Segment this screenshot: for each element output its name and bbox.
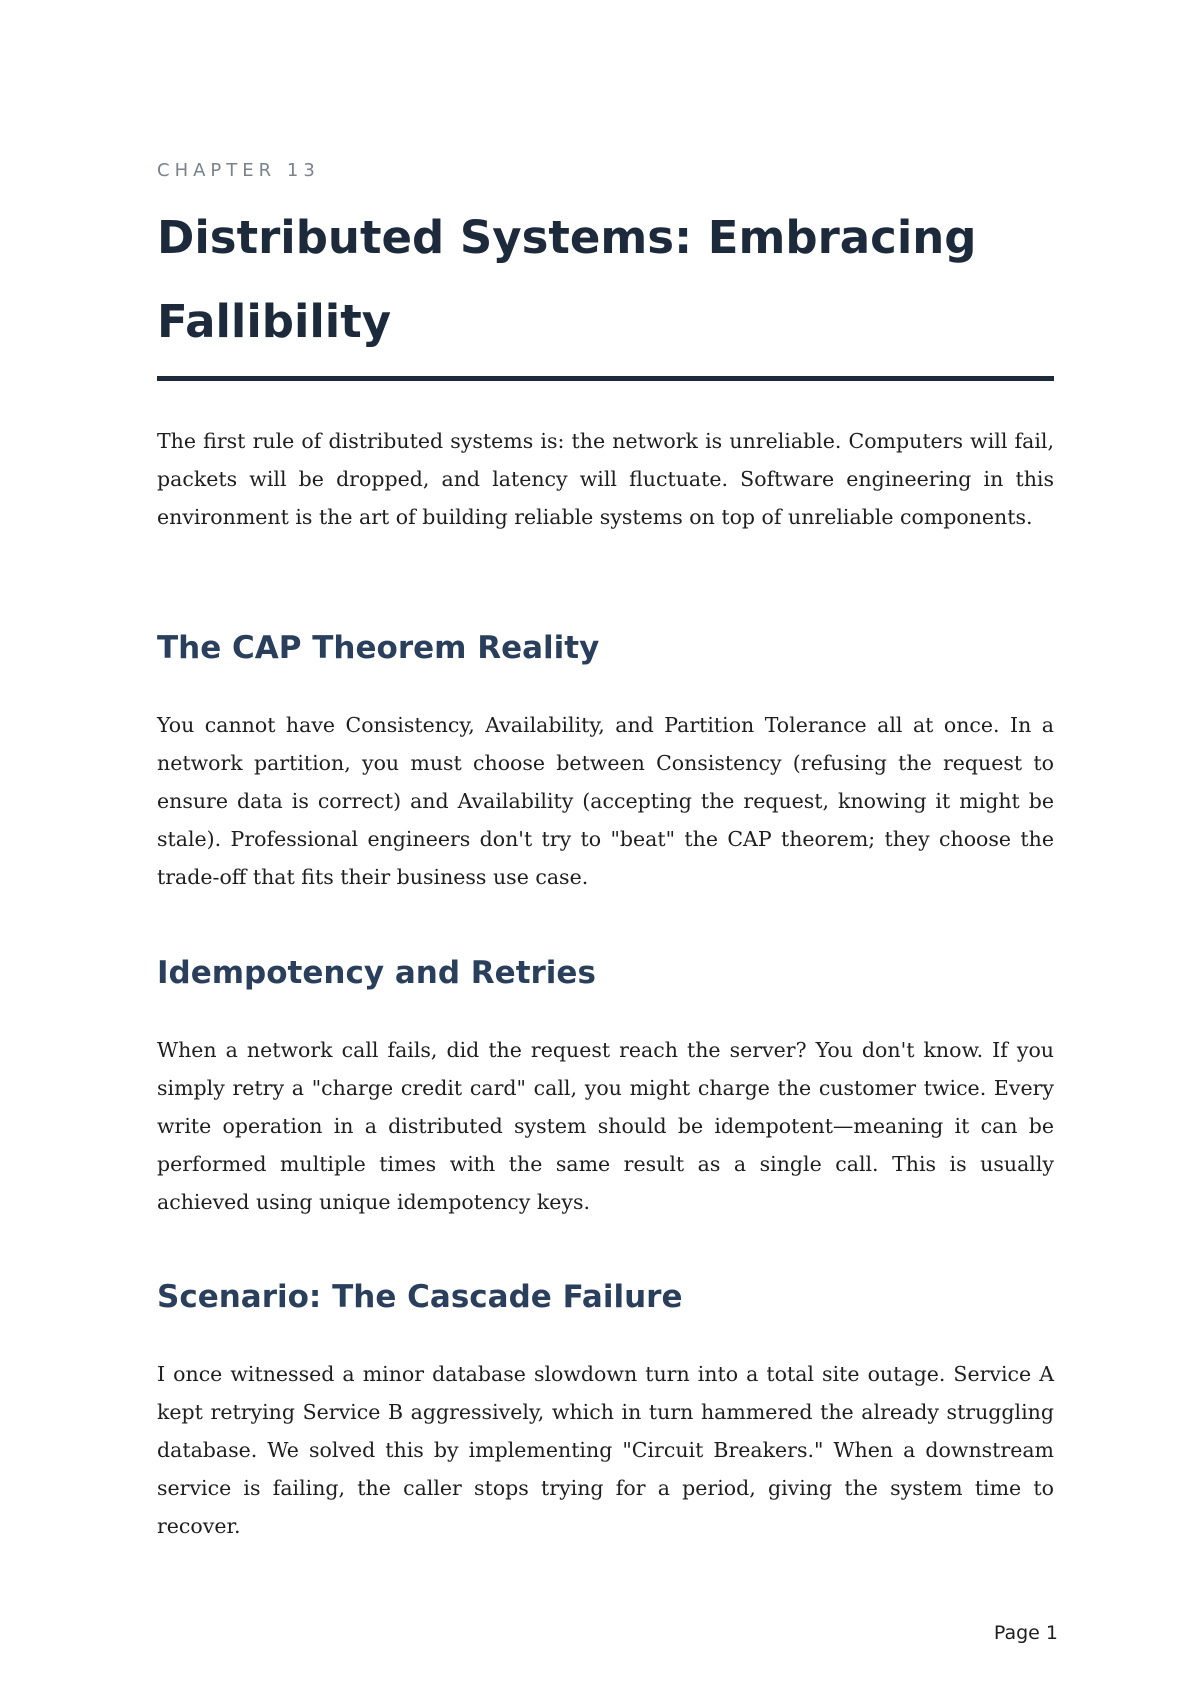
- title-divider: [157, 376, 1054, 381]
- section-heading-idempotency: Idempotency and Retries: [157, 955, 596, 991]
- section-body-cap-theorem: You cannot have Consistency, Availability, and Partition Tolerance all at once. In a network partition, you must choose between Consistency (refusing the request to ensure data is correct) and Availability (accepting the request, knowing it might be stale). Professional engineers don't try to "beat" the CAP theorem; they choose the trade-off that fits their business use case.: [157, 713, 1054, 889]
- section-body-idempotency: When a network call fails, did the request reach the server? You don't know. If you simply retry a "charge credit card" call, you might charge the customer twice. Every write operation in a distributed system should be idempotent—meaning it can be performed multiple times with the same result as a single call. This is usually achieved using unique idempotency keys.: [157, 1038, 1054, 1214]
- chapter-title: Distributed Systems: Embracing Fallibility: [157, 211, 977, 348]
- section-heading-cascade-failure: Scenario: The Cascade Failure: [157, 1279, 683, 1315]
- page-number: Page 1: [993, 1622, 1058, 1644]
- section-body-cascade-failure: I once witnessed a minor database slowdown turn into a total site outage. Service A kept retrying Service B aggressively, which in turn hammered the already struggling database. We solved this by implementing "Circuit Breakers." When a downstream service is failing, the caller stops trying for a period, giving the system time to recover.: [157, 1362, 1054, 1538]
- intro-paragraph: The first rule of distributed systems is: the network is unreliable. Computers will fail, packets will be dropped, and latency will fluctuate. Software engineering in this environment is the art of building reliable systems on top of unreliable components.: [157, 429, 1054, 529]
- chapter-label: CHAPTER 13: [157, 160, 320, 181]
- section-heading-cap-theorem: The CAP Theorem Reality: [157, 630, 600, 666]
